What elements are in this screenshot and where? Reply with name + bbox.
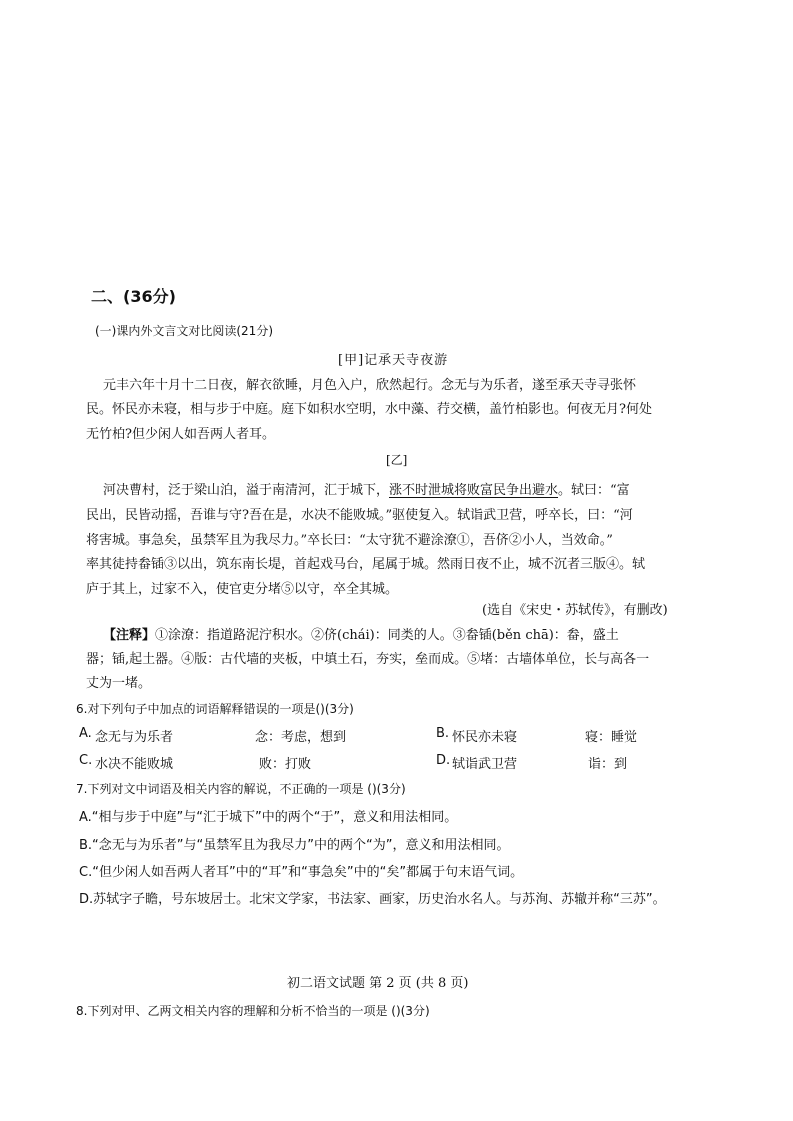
text-a-title: [甲]记承天寺夜游 [338,353,449,368]
q8-stem: 8.下列对甲、乙两文相关内容的理解和分析不恰当的一项是 ()(3分) [76,1004,430,1018]
text-b-title: [乙] [386,453,408,467]
source-citation: (选自《宋史・苏轼传》，有删改) [482,603,668,618]
q7-option-a: A.“相与步于中庭”与“汇于城下”中的两个“于”，意义和用法相同。 [79,810,458,825]
notes-label: 【注释】 [103,628,156,643]
q6-option-a-letter: A. [79,726,92,741]
text-b-line-5: 庐于其上，过家不入，使官吏分堵⑤以守，卒全其城。 [86,582,399,597]
q7-stem: 7.下列对文中词语及相关内容的解说，不正确的一项是 ()(3分) [76,782,406,796]
q6-option-c-text: 水决不能败城 [95,757,174,772]
q6-option-d-text: 轼诣武卫营 [452,757,518,772]
text-a-line-3: 无竹柏?但少闲人如吾两人者耳。 [86,427,275,442]
underlined-sentence: 涨不时泄城将败富民争出避水 [389,483,559,498]
q7-option-b: B.“念无与为乐者”与“虽禁军且为我尽力”中的两个“为”，意义和用法相同。 [79,838,510,853]
text-b-line-4: 率其徒持畚锸③以出，筑东南长堤，首起戏马台，尾属于城。然雨日夜不止，城不沉者三版④。轼 [86,557,646,572]
q7-option-d: D.苏轼字子瞻，号东坡居士。北宋文学家，书法家、画家，历史治水名人。与苏洵、苏辙并称“三苏”。 [79,892,666,907]
q6-option-d-letter: D. [436,753,451,768]
q6-option-b-letter: B. [436,726,450,741]
section-title: 二、(36分) [91,287,176,306]
notes-line-2: 器；锸,起土器。④版：古代墙的夹板，中填土石，夯实，垒而成。⑤堵：古墙体单位，长与高各一 [86,652,650,667]
text-b-line-1-end: 。轼曰：“富 [558,483,630,498]
q6-option-b-text: 怀民亦未寝 [452,730,518,745]
page-footer: 初二语文试题 第 2 页 (共 8 页) [287,976,469,991]
text-b-line-1 [103,479,630,498]
part-heading: (一)课内外文言文对比阅读(21分) [95,324,273,338]
q6-stem: 6.对下列句子中加点的词语解释错误的一项是()(3分) [76,702,354,716]
q6-option-d-gloss: 诣：到 [588,757,628,772]
q6-option-c-letter: C. [79,753,93,768]
q6-option-b-gloss: 寝：睡觉 [585,730,638,745]
q6-option-a-gloss: 念：考虑，想到 [255,730,347,745]
text-b-line-1-start: 河决曹村，泛于梁山泊，溢于南清河，汇于城下， [103,483,390,498]
text-a-line-1: 元丰六年十月十二日夜，解衣欲睡，月色入户，欣然起行。念无与为乐者，遂至承天寺寻张怀 [103,378,637,393]
q6-option-a-text: 念无与为乐者 [95,730,174,745]
text-b-line-2: 民出，民皆动摇，吾谁与守?吾在是，水决不能败城。”驱使复入。轼诣武卫营，呼卒长，曰：“河 [86,508,633,523]
text-a-line-2: 民。怀民亦未寝，相与步于中庭。庭下如积水空明，水中藻、荇交横，盖竹柏影也。何夜无月?何处 [86,402,652,417]
q6-option-c-gloss: 败：打败 [259,757,312,772]
notes-line-3: 丈为一堵。 [86,676,152,691]
q7-option-c: C.“但少闲人如吾两人者耳”中的“耳”和“事急矣”中的“矣”都属于句末语气词。 [79,865,524,880]
text-b-line-3: 将害城。事急矣，虽禁军且为我尽力。”卒长曰：“太守犹不避涂潦①，吾侪②小人，当效命。” [86,533,613,548]
notes-text-1: ①涂潦：指道路泥泞积水。②侪(chái)：同类的人。③畚锸(běn chā)：畚，盛土 [155,628,619,643]
notes-line-1 [103,624,619,643]
